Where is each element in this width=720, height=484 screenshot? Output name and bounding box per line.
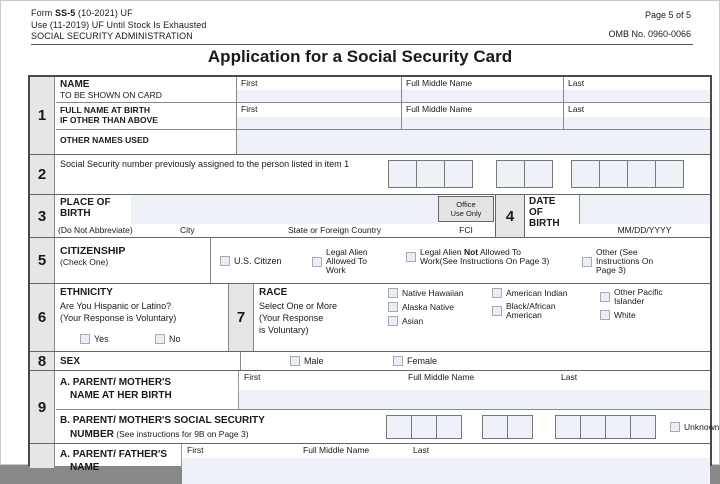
- divider: [210, 238, 211, 283]
- ssn-box[interactable]: [655, 160, 684, 188]
- page-title: Application for a Social Security Card: [207, 47, 513, 66]
- name-on-card-label: NAME TO BE SHOWN ON CARD: [56, 77, 237, 102]
- item-1-number: 1: [30, 77, 55, 154]
- name-first-field[interactable]: First: [237, 77, 402, 102]
- item-6-number: 6: [30, 284, 55, 351]
- name-middle-input[interactable]: [402, 90, 563, 102]
- ssn-box[interactable]: [496, 160, 525, 188]
- page-meta: [608, 10, 691, 40]
- mother-ssn-row: [56, 411, 720, 443]
- ssn-group-group: [496, 160, 553, 188]
- row-3-4-birth: [30, 195, 710, 238]
- sex-male-option[interactable]: Male: [290, 356, 324, 366]
- father-last-label: Last: [413, 445, 430, 455]
- application-form-table: [28, 75, 720, 473]
- sex-label: SEX: [60, 356, 81, 367]
- race-native-hawaiian-option[interactable]: Native Hawaiian: [388, 288, 463, 298]
- name-last-field[interactable]: Last: [564, 77, 710, 102]
- row-8-sex: [30, 352, 710, 371]
- ssn-box[interactable]: [555, 415, 581, 439]
- race-white-option[interactable]: White: [600, 310, 672, 320]
- omb-number: OMB No. 0960-0066: [608, 29, 691, 39]
- alaska-native-checkbox[interactable]: [388, 302, 398, 312]
- ssn-area-group: [388, 160, 473, 188]
- item-4-number: 4: [495, 195, 525, 237]
- ssn-box[interactable]: [411, 415, 437, 439]
- ssn-box[interactable]: [627, 160, 656, 188]
- row-2-prior-ssn: [30, 155, 710, 195]
- birth-middle-field[interactable]: Full Middle Name: [402, 103, 564, 129]
- mother-first-label: First: [244, 372, 261, 382]
- race-column-2: [492, 288, 568, 320]
- divider: [240, 352, 241, 370]
- page-number: Page 5 of 5: [644, 10, 691, 20]
- legal-alien-not-allowed-option[interactable]: Legal Alien Not Allowed To Work(See Instructions On Page 3): [406, 248, 560, 266]
- race-column-1: [388, 288, 463, 326]
- fci-label: FCI: [459, 225, 473, 235]
- race-asian-option[interactable]: Asian: [388, 316, 463, 326]
- prior-ssn-label: Social Security number previously assigned to the person listed in item 1: [60, 159, 350, 169]
- name-at-birth-row: [56, 103, 710, 130]
- ssn-box[interactable]: [571, 160, 600, 188]
- male-checkbox[interactable]: [290, 356, 300, 366]
- date-format-hint: MM/DD/YYYY: [617, 225, 672, 235]
- ssn-box[interactable]: [630, 415, 656, 439]
- header-divider: [31, 44, 693, 45]
- row-5-citizenship: [30, 238, 710, 284]
- name-at-birth-label: FULL NAME AT BIRTH IF OTHER THAN ABOVE: [56, 103, 237, 129]
- ssn-area-group: [386, 415, 462, 439]
- race-black-african-american-option[interactable]: Black/African American: [492, 302, 568, 320]
- mother-middle-label: Full Middle Name: [408, 372, 475, 382]
- other-citizenship-checkbox[interactable]: [582, 257, 592, 267]
- citizenship-label: CITIZENSHIP (Check One): [60, 245, 126, 267]
- father-name-input[interactable]: [182, 458, 710, 484]
- ssn-box[interactable]: [507, 415, 533, 439]
- ssn-box[interactable]: [605, 415, 631, 439]
- item-7-number: 7: [228, 284, 254, 351]
- birth-first-field[interactable]: First: [237, 103, 402, 129]
- state-label: State or Foreign Country: [288, 225, 382, 235]
- hispanic-no-checkbox[interactable]: [155, 334, 165, 344]
- hispanic-yes-checkbox[interactable]: [80, 334, 90, 344]
- birth-first-input[interactable]: [237, 117, 401, 129]
- other-citizenship-option[interactable]: Other (See Instructions On Page 3): [582, 248, 668, 275]
- item-2-number: 2: [30, 155, 55, 194]
- native-hawaiian-checkbox[interactable]: [388, 288, 398, 298]
- other-names-label: OTHER NAMES USED: [56, 130, 237, 154]
- race-other-pacific-islander-option[interactable]: Other Pacific Islander: [600, 288, 672, 306]
- hispanic-no-option[interactable]: No: [155, 334, 181, 344]
- father-name-label: A. PARENT/ FATHER'S NAME: [60, 449, 168, 473]
- item-8-number: 8: [30, 352, 55, 370]
- do-not-abbreviate-note: (Do Not Abbreviate): [58, 225, 133, 235]
- race-label: RACE Select One or More (Your Response is Voluntary): [259, 287, 338, 335]
- white-checkbox[interactable]: [600, 310, 610, 320]
- item-10-number: [30, 444, 55, 468]
- date-of-birth-label: DATE OF BIRTH: [529, 196, 560, 229]
- mother-ssn-unknown-option[interactable]: Unknown: [670, 422, 719, 432]
- american-indian-checkbox[interactable]: [492, 288, 502, 298]
- ssn-box[interactable]: [386, 415, 412, 439]
- other-names-input[interactable]: [237, 130, 710, 154]
- ssn-box[interactable]: [444, 160, 473, 188]
- mother-name-input[interactable]: [239, 390, 710, 409]
- row-1-names: [30, 77, 710, 155]
- other-names-row: [56, 130, 710, 154]
- race-column-3: [600, 288, 672, 320]
- ssn-box[interactable]: [580, 415, 606, 439]
- us-citizen-option[interactable]: U.S. Citizen: [220, 256, 282, 266]
- mother-ssn-boxes: [386, 415, 656, 439]
- birth-middle-input[interactable]: [402, 117, 563, 129]
- row-9-mother: [30, 371, 720, 444]
- unknown-checkbox[interactable]: [670, 422, 680, 432]
- place-of-birth-input[interactable]: [131, 195, 438, 224]
- mother-name-row: [56, 371, 710, 410]
- female-checkbox[interactable]: [393, 356, 403, 366]
- race-alaska-native-option[interactable]: Alaska Native: [388, 302, 463, 312]
- ssn-box[interactable]: [388, 160, 417, 188]
- mother-name-label: A. PARENT/ MOTHER'S NAME AT HER BIRTH: [60, 377, 172, 401]
- ssn-box[interactable]: [482, 415, 508, 439]
- ethnicity-label: ETHNICITY Are You Hispanic or Latino? (Your Response is Voluntary): [60, 287, 177, 323]
- place-of-birth-label: PLACE OF BIRTH: [60, 197, 111, 219]
- ssn-serial-group: [571, 160, 684, 188]
- row-6-7-ethnicity-race: [30, 284, 710, 352]
- legal-alien-allowed-checkbox[interactable]: [312, 257, 322, 267]
- ssn-group-group: [482, 415, 533, 439]
- prior-ssn-boxes: [388, 160, 684, 188]
- other-pacific-islander-checkbox[interactable]: [600, 292, 610, 302]
- row-10-father: [30, 444, 710, 473]
- legal-alien-allowed-option[interactable]: Legal Alien Allowed To Work: [312, 248, 378, 275]
- sex-female-option[interactable]: Female: [393, 356, 437, 366]
- mother-last-label: Last: [561, 372, 578, 382]
- ssn-box[interactable]: [416, 160, 445, 188]
- name-middle-field[interactable]: Full Middle Name: [402, 77, 564, 102]
- ssn-box[interactable]: [436, 415, 462, 439]
- us-citizen-checkbox[interactable]: [220, 256, 230, 266]
- form-number-line: Form SS-5 (10-2021) UF: [31, 8, 133, 18]
- date-of-birth-input[interactable]: [579, 195, 710, 224]
- ssn-box[interactable]: [599, 160, 628, 188]
- item-3-number: 3: [30, 195, 55, 237]
- birth-last-input[interactable]: [564, 117, 710, 129]
- form-identifier: [31, 8, 207, 43]
- father-middle-label: Full Middle Name: [303, 445, 370, 455]
- item-5-number: 5: [30, 238, 55, 283]
- legal-alien-not-allowed-checkbox[interactable]: [406, 252, 416, 262]
- birth-last-field[interactable]: Last: [564, 103, 710, 129]
- hispanic-yes-option[interactable]: Yes: [80, 334, 109, 344]
- form-use-line: Use (11-2019) UF Until Stock Is Exhausted: [31, 19, 207, 30]
- name-last-input[interactable]: [564, 90, 710, 102]
- name-on-card-row: [56, 77, 710, 103]
- race-american-indian-option[interactable]: American Indian: [492, 288, 568, 298]
- office-use-only-box: Office Use Only: [438, 196, 494, 222]
- item-9-number: 9: [30, 371, 55, 443]
- ssn-box[interactable]: [524, 160, 553, 188]
- mother-ssn-label: B. PARENT/ MOTHER'S SOCIAL SECURITY NUMBER (See instructions for 9B on Page 3): [60, 415, 265, 440]
- father-first-label: First: [187, 445, 204, 455]
- ssn-serial-group: [555, 415, 656, 439]
- city-label: City: [180, 225, 195, 235]
- agency-name: SOCIAL SECURITY ADMINISTRATION: [31, 31, 193, 41]
- name-first-input[interactable]: [237, 90, 401, 102]
- asian-checkbox[interactable]: [388, 316, 398, 326]
- black-african-american-checkbox[interactable]: [492, 306, 502, 316]
